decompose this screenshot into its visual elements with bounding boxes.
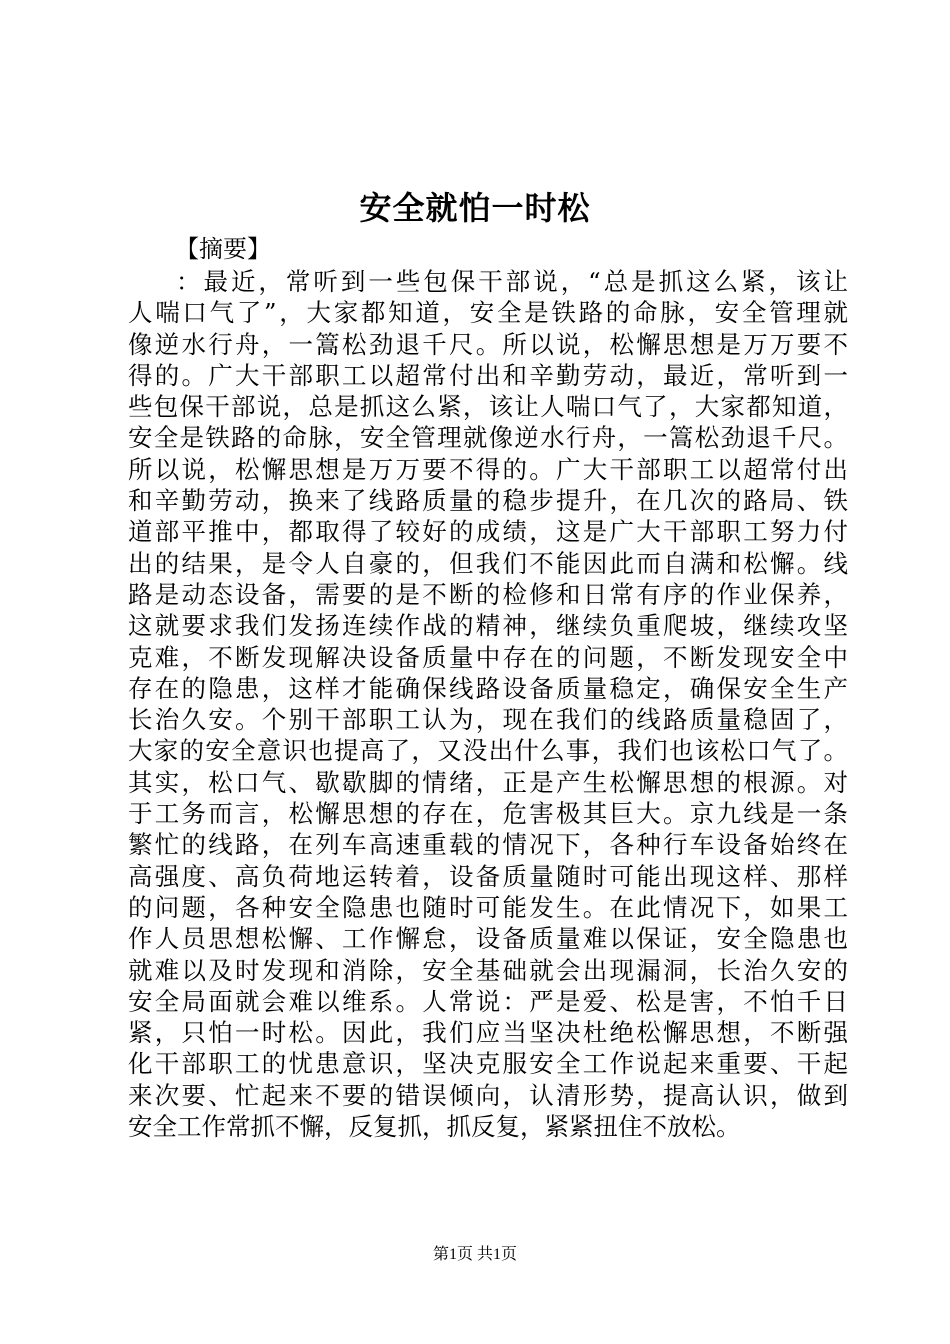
abstract-body [128,266,848,1142]
body-line: 存在的隐患，这样才能确保线路设备质量稳定，确保安全生产 [128,673,848,703]
body-line: 的问题，各种安全隐患也随时可能发生。在此情况下，如果工 [128,892,848,922]
body-line: 像逆水行舟，一篙松劲退千尺。所以说，松懈思想是万万要不 [128,329,848,359]
body-line: 高强度、高负荷地运转着，设备质量随时可能出现这样、那样 [128,861,848,891]
body-line: 来次要、忙起来不要的错误倾向，认清形势，提高认识，做到 [128,1080,848,1110]
abstract-heading: 【摘要】 [175,235,271,263]
body-line: 其实，松口气、歇歇脚的情绪，正是产生松懈思想的根源。对 [128,767,848,797]
body-line: 些包保干部说，总是抓这么紧，该让人喘口气了，大家都知道， [128,392,848,422]
body-line: ：最近，常听到一些包保干部说，“总是抓这么紧，该让 [176,267,848,296]
body-line: 长治久安。个别干部职工认为，现在我们的线路质量稳固了， [128,705,848,735]
body-line: 大家的安全意识也提高了，又没出什么事，我们也该松口气了。 [128,736,848,766]
body-line: 这就要求我们发扬连续作战的精神，继续负重爬坡，继续攻坚 [128,611,848,641]
document-title: 安全就怕一时松 [359,189,591,227]
body-line: 路是动态设备，需要的是不断的检修和日常有序的作业保养， [128,579,848,609]
body-line: 安全工作常抓不懈，反复抓，抓反复，紧紧扭住不放松。 [128,1112,741,1142]
body-line: 和辛勤劳动，换来了线路质量的稳步提升，在几次的路局、铁 [128,486,848,516]
body-line: 出的结果，是令人自豪的，但我们不能因此而自满和松懈。线 [128,548,848,578]
body-line: 作人员思想松懈、工作懈怠，设备质量难以保证，安全隐患也 [128,924,848,954]
body-line: 繁忙的线路，在列车高速重载的情况下，各种行车设备始终在 [128,830,848,860]
body-line: 于工务而言，松懈思想的存在，危害极其巨大。京九线是一条 [128,799,848,829]
body-line: 道部平推中，都取得了较好的成绩，这是广大干部职工努力付 [128,517,848,547]
body-line: 化干部职工的忧患意识，坚决克服安全工作说起来重要、干起 [128,1049,848,1079]
body-line: 就难以及时发现和消除，安全基础就会出现漏洞，长治久安的 [128,955,848,985]
body-line: 安全局面就会难以维系。人常说：严是爱、松是害，不怕千日 [128,986,848,1016]
body-line: 得的。广大干部职工以超常付出和辛勤劳动，最近，常听到一 [128,360,848,390]
body-line: 安全是铁路的命脉，安全管理就像逆水行舟，一篙松劲退千尺。 [128,423,848,453]
body-line: 人喘口气了”，大家都知道，安全是铁路的命脉，安全管理就 [128,298,848,328]
body-line: 克难，不断发现解决设备质量中存在的问题，不断发现安全中 [128,642,848,672]
page-footer: 第1页 共1页 [432,1246,517,1263]
body-line: 紧，只怕一时松。因此，我们应当坚决杜绝松懈思想，不断强 [128,1018,848,1048]
body-line: 所以说，松懈思想是万万要不得的。广大干部职工以超常付出 [128,454,848,484]
